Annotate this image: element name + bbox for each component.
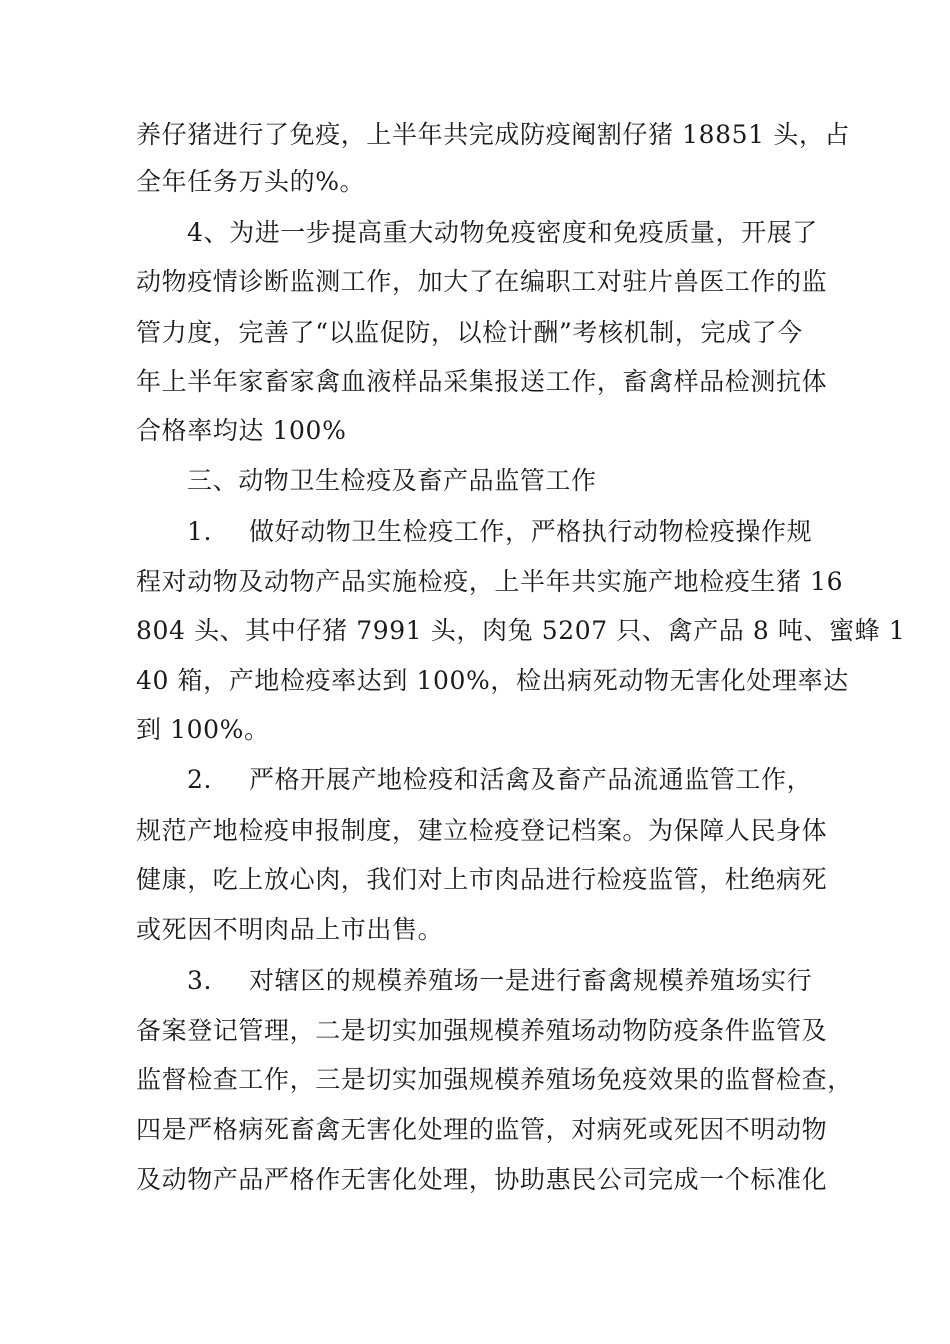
text-line: 做好动物卫生检疫工作，严格执行动物检疫操作规	[249, 517, 813, 546]
text-line: 及动物产品严格作无害化处理，协助惠民公司完成一个标准化	[136, 1165, 828, 1194]
list-number: 1.	[187, 517, 213, 546]
text-line: 年上半年家畜家禽血液样品采集报送工作，畜禽样品检测抗体	[136, 367, 828, 396]
text-line: 合格率均达 100%	[136, 416, 347, 445]
text-line: 对辖区的规模养殖场一是进行畜禽规模养殖场实行	[249, 966, 813, 995]
text-line: 动物疫情诊断监测工作，加大了在编职工对驻片兽医工作的监	[136, 267, 828, 296]
text-line: 全年任务万头的%。	[136, 167, 366, 196]
text-line: 监督检查工作，三是切实加强规模养殖场免疫效果的监督检查，	[136, 1065, 853, 1094]
text-line: 程对动物及动物产品实施检疫，上半年共实施产地检疫生猪 16	[136, 567, 844, 596]
text-line: 40 箱，产地检疫率达到 100%，检出病死动物无害化处理率达	[136, 666, 849, 695]
text-line: 备案登记管理，二是切实加强规模养殖场动物防疫条件监管及	[136, 1016, 828, 1045]
text-line: 管力度，完善了“以监促防，以检计酬”考核机制，完成了今	[136, 318, 803, 347]
text-line: 或死因不明肉品上市出售。	[136, 915, 444, 944]
text-line: 到 100%。	[136, 715, 270, 744]
text-line: 四是严格病死畜禽无害化处理的监管，对病死或死因不明动物	[136, 1115, 828, 1144]
list-item-1	[187, 517, 812, 547]
list-number: 3.	[187, 966, 213, 995]
list-item-2	[187, 765, 812, 795]
list-item-3	[187, 966, 812, 996]
text-line: 804 头、其中仔猪 7991 头，肉兔 5207 只、禽产品 8 吨、蜜蜂 1	[136, 616, 906, 645]
paragraph-start: 4、为进一步提高重大动物免疫密度和免疫质量，开展了	[187, 218, 818, 247]
text-line: 规范产地检疫申报制度，建立检疫登记档案。为保障人民身体	[136, 816, 828, 845]
text-line: 严格开展产地检疫和活禽及畜产品流通监管工作，	[249, 765, 813, 794]
text-line: 养仔猪进行了免疫，上半年共完成防疫阉割仔猪 18851 头，占	[136, 120, 851, 149]
list-number: 2.	[187, 765, 213, 794]
text-line: 健康，吃上放心肉，我们对上市肉品进行检疫监管，杜绝病死	[136, 865, 828, 894]
section-heading: 三、动物卫生检疫及畜产品监管工作	[187, 466, 597, 495]
